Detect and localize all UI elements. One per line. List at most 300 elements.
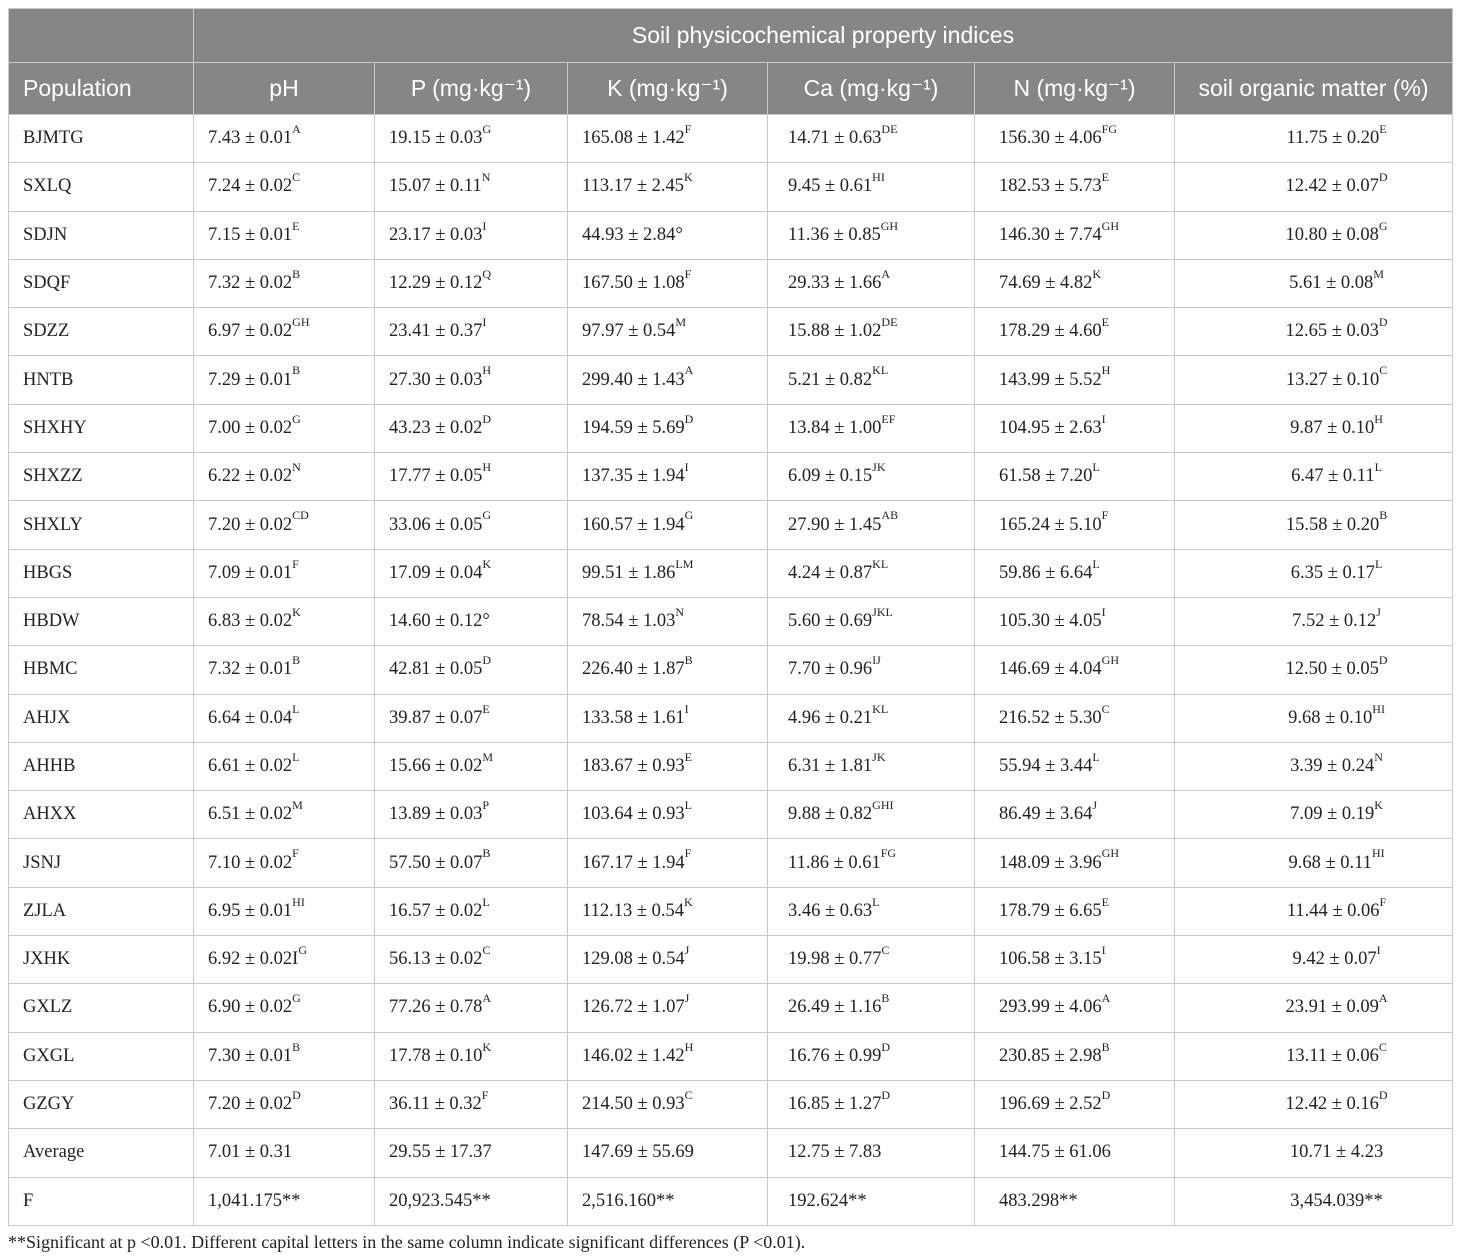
- cell-n: [975, 259, 1175, 307]
- table-row: [9, 163, 1453, 211]
- cell-value: 129.08 ± 0.54: [582, 949, 685, 970]
- cell-p: [375, 404, 568, 452]
- cell-organic-matter: [1175, 1129, 1453, 1177]
- significance-letter: G: [684, 508, 694, 523]
- significance-letter: A: [684, 363, 694, 378]
- significance-letter: G: [482, 508, 492, 523]
- significance-letter: HI: [872, 170, 885, 185]
- cell-value: 86.49 ± 3.64: [999, 804, 1093, 825]
- cell-ph: [194, 404, 375, 452]
- cell-value: 42.81 ± 0.05: [389, 659, 483, 680]
- cell-p: [375, 501, 568, 549]
- table-row: [9, 1177, 1453, 1225]
- cell-value: 9.87 ± 0.10: [1290, 417, 1375, 438]
- cell-value: HBGS: [23, 562, 73, 583]
- cell-value: 23.17 ± 0.03: [389, 224, 483, 245]
- column-header-ca: Ca (mg·kg⁻¹): [768, 63, 975, 115]
- cell-k: [568, 984, 768, 1032]
- cell-value: GXLZ: [23, 997, 73, 1018]
- cell-k: [568, 115, 768, 163]
- cell-value: 143.99 ± 5.52: [999, 369, 1102, 390]
- cell-ph: [194, 694, 375, 742]
- column-header-k: K (mg·kg⁻¹): [568, 63, 768, 115]
- cell-ca: [768, 694, 975, 742]
- significance-letter: B: [482, 846, 491, 861]
- cell-value: 126.72 ± 1.07: [582, 997, 685, 1018]
- significance-letter: L: [482, 894, 490, 909]
- significance-letter: G: [292, 411, 301, 426]
- cell-population: [9, 501, 194, 549]
- cell-n: [975, 839, 1175, 887]
- table-row: [9, 453, 1453, 501]
- cell-organic-matter: [1175, 1177, 1453, 1225]
- cell-value: AHXX: [23, 804, 77, 825]
- significance-letter: A: [1378, 991, 1388, 1006]
- significance-letter: E: [292, 218, 300, 233]
- table-row: [9, 742, 1453, 790]
- cell-p: [375, 1129, 568, 1177]
- significance-letter: C: [1379, 363, 1388, 378]
- cell-population: [9, 936, 194, 984]
- cell-value: 12.50 ± 0.05: [1285, 659, 1379, 680]
- significance-letter: FG: [880, 846, 897, 861]
- significance-letter: L: [292, 701, 300, 716]
- table-row: [9, 791, 1453, 839]
- significance-letter: B: [292, 653, 301, 668]
- cell-population: [9, 453, 194, 501]
- cell-value: 103.64 ± 0.93: [582, 804, 685, 825]
- significance-letter: E: [1379, 121, 1387, 136]
- cell-n: [975, 597, 1175, 645]
- significance-letter: H: [684, 1039, 694, 1054]
- significance-letter: DE: [881, 315, 898, 330]
- table-row: [9, 887, 1453, 935]
- significance-letter: L: [1374, 460, 1382, 475]
- table-footnote: **Significant at p <0.01. Different capital letters in the same column indicate significant differences (P <0.01).: [8, 1232, 806, 1252]
- cell-ph: [194, 259, 375, 307]
- cell-value: 6.22 ± 0.02: [208, 466, 293, 487]
- cell-p: [375, 211, 568, 259]
- cell-value: 15.66 ± 0.02: [389, 756, 483, 776]
- cell-population: [9, 1080, 194, 1128]
- cell-p: [375, 259, 568, 307]
- cell-value: 11.75 ± 0.20: [1286, 128, 1380, 149]
- cell-k: [568, 887, 768, 935]
- cell-n: [975, 549, 1175, 597]
- cell-ca: [768, 1080, 975, 1128]
- cell-value: SXLQ: [23, 176, 72, 197]
- significance-letter: K: [1092, 266, 1102, 281]
- significance-letter: G: [292, 991, 301, 1006]
- cell-p: [375, 163, 568, 211]
- cell-n: [975, 404, 1175, 452]
- cell-value: 27.90 ± 1.45: [788, 514, 882, 535]
- cell-value: 216.52 ± 5.30: [999, 707, 1102, 728]
- cell-ca: [768, 597, 975, 645]
- significance-letter: B: [292, 266, 301, 281]
- cell-value: 6.31 ± 1.81: [788, 756, 873, 776]
- cell-ph: [194, 597, 375, 645]
- cell-population: [9, 1129, 194, 1177]
- cell-ca: [768, 742, 975, 790]
- significance-letter: N: [1374, 749, 1383, 764]
- cell-value: 16.85 ± 1.27: [788, 1094, 882, 1115]
- significance-letter: K: [683, 170, 693, 185]
- cell-value: 167.50 ± 1.08: [582, 273, 685, 294]
- significance-letter: B: [881, 991, 890, 1006]
- significance-letter: E: [1101, 170, 1109, 185]
- cell-value: 14.60 ± 0.12°: [389, 611, 490, 632]
- cell-value: 165.08 ± 1.42: [582, 128, 685, 149]
- cell-n: [975, 1129, 1175, 1177]
- cell-organic-matter: [1175, 259, 1453, 307]
- significance-letter: KL: [872, 363, 889, 378]
- significance-letter: E: [482, 701, 490, 716]
- significance-letter: E: [684, 749, 692, 764]
- significance-letter: K: [683, 894, 693, 909]
- cell-value: GXGL: [23, 1045, 75, 1066]
- cell-value: 299.40 ± 1.43: [582, 369, 685, 390]
- cell-organic-matter: [1175, 742, 1453, 790]
- cell-value: 178.29 ± 4.60: [999, 321, 1102, 342]
- cell-k: [568, 501, 768, 549]
- significance-letter: F: [481, 1087, 489, 1102]
- cell-ca: [768, 501, 975, 549]
- cell-value: ZJLA: [23, 900, 67, 921]
- cell-value: 133.58 ± 1.61: [582, 707, 685, 728]
- cell-k: [568, 404, 768, 452]
- cell-value: 105.30 ± 4.05: [999, 611, 1102, 632]
- cell-value: 178.79 ± 6.65: [999, 900, 1102, 921]
- cell-value: 26.49 ± 1.16: [788, 997, 882, 1018]
- significance-letter: K: [292, 604, 301, 619]
- column-header-p: P (mg·kg⁻¹): [375, 63, 568, 115]
- table-row: [9, 549, 1453, 597]
- cell-population: [9, 646, 194, 694]
- cell-value: 214.50 ± 0.93: [582, 1094, 685, 1115]
- cell-value: 183.67 ± 0.93: [582, 756, 685, 776]
- table-row: [9, 404, 1453, 452]
- significance-letter: DE: [881, 121, 898, 136]
- significance-letter: G: [298, 943, 307, 958]
- cell-value: 15.58 ± 0.20: [1285, 514, 1380, 535]
- cell-ph: [194, 887, 375, 935]
- cell-value: 39.87 ± 0.07: [389, 707, 483, 728]
- significance-letter: HI: [1372, 701, 1385, 716]
- cell-value: SHXHY: [23, 417, 87, 438]
- cell-organic-matter: [1175, 887, 1453, 935]
- cell-n: [975, 501, 1175, 549]
- cell-value: 17.78 ± 0.10: [389, 1045, 483, 1066]
- significance-letter: A: [292, 121, 301, 136]
- cell-value: SDZZ: [23, 321, 70, 342]
- cell-value: 3,454.039**: [1290, 1190, 1383, 1211]
- significance-letter: C: [482, 943, 491, 958]
- cell-k: [568, 211, 768, 259]
- cell-ca: [768, 211, 975, 259]
- significance-letter: I: [684, 701, 689, 716]
- significance-letter: C: [1378, 1039, 1387, 1054]
- cell-population: [9, 211, 194, 259]
- cell-value: 160.57 ± 1.94: [582, 514, 685, 535]
- cell-value: 5.61 ± 0.08: [1289, 273, 1374, 294]
- cell-p: [375, 984, 568, 1032]
- cell-organic-matter: [1175, 984, 1453, 1032]
- cell-value: F: [23, 1190, 34, 1211]
- cell-value: 196.69 ± 2.52: [999, 1094, 1102, 1115]
- cell-ca: [768, 1177, 975, 1225]
- significance-letter: M: [482, 749, 494, 764]
- cell-value: 226.40 ± 1.87: [582, 659, 685, 680]
- cell-value: 23.41 ± 0.37: [389, 321, 483, 342]
- cell-value: 12.42 ± 0.16: [1285, 1094, 1379, 1115]
- cell-k: [568, 791, 768, 839]
- cell-value: 74.69 ± 4.82: [999, 273, 1093, 294]
- table-row: [9, 1032, 1453, 1080]
- cell-k: [568, 936, 768, 984]
- cell-value: 104.95 ± 2.63: [999, 417, 1102, 438]
- cell-value: 36.11 ± 0.32: [389, 1094, 482, 1115]
- cell-population: [9, 1032, 194, 1080]
- table-row: [9, 1080, 1453, 1128]
- cell-ph: [194, 163, 375, 211]
- table-row: [9, 501, 1453, 549]
- cell-value: 97.97 ± 0.54: [582, 321, 676, 342]
- cell-value: 15.88 ± 1.02: [788, 321, 882, 342]
- cell-population: [9, 791, 194, 839]
- significance-letter: Q: [482, 266, 492, 281]
- cell-value: 12.29 ± 0.12: [389, 273, 483, 294]
- significance-letter: C: [684, 1087, 693, 1102]
- cell-p: [375, 308, 568, 356]
- cell-value: 44.93 ± 2.84°: [582, 224, 683, 245]
- significance-letter: J: [684, 943, 690, 958]
- significance-letter: D: [1378, 170, 1388, 185]
- significance-letter: F: [684, 846, 692, 861]
- cell-ph: [194, 839, 375, 887]
- cell-value: 230.85 ± 2.98: [999, 1045, 1102, 1066]
- cell-value: HNTB: [23, 369, 74, 390]
- significance-letter: B: [1379, 508, 1388, 523]
- soil-property-table: [8, 8, 1453, 1226]
- cell-value: 7.09 ± 0.19: [1290, 804, 1375, 825]
- cell-ph: [194, 1177, 375, 1225]
- cell-k: [568, 453, 768, 501]
- significance-letter: I: [1101, 604, 1106, 619]
- table-row: [9, 984, 1453, 1032]
- cell-organic-matter: [1175, 936, 1453, 984]
- cell-organic-matter: [1175, 453, 1453, 501]
- cell-value: 113.17 ± 2.45: [582, 176, 684, 197]
- cell-value: 7.70 ± 0.96: [788, 659, 873, 680]
- column-header-n: N (mg·kg⁻¹): [975, 63, 1175, 115]
- cell-value: 59.86 ± 6.64: [999, 562, 1093, 583]
- significance-letter: HI: [292, 894, 305, 909]
- cell-population: [9, 597, 194, 645]
- cell-organic-matter: [1175, 308, 1453, 356]
- significance-letter: JK: [872, 749, 886, 764]
- cell-organic-matter: [1175, 115, 1453, 163]
- cell-ph: [194, 1032, 375, 1080]
- table-row: [9, 646, 1453, 694]
- cell-ph: [194, 211, 375, 259]
- cell-p: [375, 936, 568, 984]
- cell-value: SDJN: [23, 224, 68, 245]
- table-row: [9, 936, 1453, 984]
- cell-value: 77.26 ± 0.78: [389, 997, 483, 1018]
- cell-value: AHHB: [23, 756, 76, 776]
- cell-value: 7.24 ± 0.02: [208, 176, 293, 197]
- table-row: [9, 597, 1453, 645]
- significance-letter: IJ: [872, 653, 881, 668]
- cell-value: 29.33 ± 1.66: [788, 273, 882, 294]
- cell-ph: [194, 742, 375, 790]
- cell-value: 7.10 ± 0.02: [208, 852, 293, 873]
- cell-value: 11.86 ± 0.61: [788, 852, 881, 873]
- cell-organic-matter: [1175, 211, 1453, 259]
- cell-value: 12.65 ± 0.03: [1285, 321, 1379, 342]
- cell-p: [375, 887, 568, 935]
- cell-value: 165.24 ± 5.10: [999, 514, 1102, 535]
- cell-value: 6.47 ± 0.11: [1291, 466, 1375, 487]
- significance-letter: J: [684, 991, 690, 1006]
- significance-letter: F: [292, 846, 299, 861]
- cell-population: [9, 694, 194, 742]
- table-row: [9, 1129, 1453, 1177]
- cell-value: 7.20 ± 0.02: [208, 1094, 293, 1115]
- table-row: [9, 211, 1453, 259]
- cell-value: SHXZZ: [23, 466, 83, 487]
- significance-letter: H: [1101, 363, 1111, 378]
- cell-p: [375, 1032, 568, 1080]
- cell-p: [375, 1177, 568, 1225]
- cell-ca: [768, 308, 975, 356]
- cell-value: 33.06 ± 0.05: [389, 514, 483, 535]
- significance-letter: L: [1092, 556, 1100, 571]
- significance-letter: I: [482, 315, 487, 330]
- cell-value: 7.29 ± 0.01: [208, 369, 293, 390]
- table-container: [8, 8, 1452, 1226]
- cell-k: [568, 1080, 768, 1128]
- significance-letter: D: [482, 653, 492, 668]
- cell-k: [568, 308, 768, 356]
- table-body: [9, 115, 1453, 1226]
- significance-letter: H: [482, 363, 492, 378]
- cell-value: 5.21 ± 0.82: [788, 369, 873, 390]
- cell-value: 19.98 ± 0.77: [788, 949, 882, 970]
- cell-value: 9.42 ± 0.07: [1292, 949, 1377, 970]
- cell-value: 6.51 ± 0.02: [208, 804, 293, 825]
- cell-organic-matter: [1175, 404, 1453, 452]
- cell-value: 7.32 ± 0.02: [208, 273, 293, 294]
- cell-value: 15.07 ± 0.11: [389, 176, 482, 197]
- cell-value: 5.60 ± 0.69: [788, 611, 873, 632]
- cell-value: 147.69 ± 55.69: [582, 1142, 694, 1163]
- cell-value: 182.53 ± 5.73: [999, 176, 1102, 197]
- cell-organic-matter: [1175, 356, 1453, 404]
- significance-letter: D: [684, 411, 694, 426]
- table-row: [9, 259, 1453, 307]
- cell-organic-matter: [1175, 646, 1453, 694]
- significance-letter: D: [1378, 1087, 1388, 1102]
- cell-value: 7.15 ± 0.01: [208, 224, 293, 245]
- cell-k: [568, 259, 768, 307]
- cell-value: 17.77 ± 0.05: [389, 466, 483, 487]
- cell-value: 9.45 ± 0.61: [788, 176, 873, 197]
- significance-letter: C: [292, 170, 301, 185]
- significance-letter: GH: [292, 315, 310, 330]
- cell-value: 9.68 ± 0.10: [1288, 707, 1373, 728]
- cell-value: 112.13 ± 0.54: [582, 900, 684, 921]
- significance-letter: P: [482, 798, 490, 813]
- cell-ph: [194, 936, 375, 984]
- cell-ca: [768, 549, 975, 597]
- cell-value: 148.09 ± 3.96: [999, 852, 1102, 873]
- significance-letter: F: [684, 121, 692, 136]
- cell-value: Average: [23, 1142, 85, 1163]
- column-header-population: Population: [9, 63, 194, 115]
- cell-value: 29.55 ± 17.37: [389, 1142, 492, 1163]
- cell-p: [375, 791, 568, 839]
- cell-value: 1,041.175**: [208, 1190, 301, 1211]
- cell-value: 7.52 ± 0.12: [1292, 611, 1377, 632]
- cell-n: [975, 887, 1175, 935]
- significance-letter: FG: [1101, 121, 1117, 136]
- cell-value: 106.58 ± 3.15: [999, 949, 1102, 970]
- cell-value: 55.94 ± 3.44: [999, 756, 1093, 776]
- cell-ca: [768, 404, 975, 452]
- cell-value: 146.02 ± 1.42: [582, 1045, 685, 1066]
- significance-letter: F: [1379, 894, 1387, 909]
- cell-value: 43.23 ± 0.02: [389, 417, 483, 438]
- cell-value: 483.298**: [999, 1190, 1078, 1211]
- significance-letter: J: [1376, 604, 1381, 619]
- significance-letter: KL: [872, 556, 889, 571]
- cell-value: SHXLY: [23, 514, 83, 535]
- cell-organic-matter: [1175, 1080, 1453, 1128]
- cell-value: HBMC: [23, 659, 78, 680]
- cell-ca: [768, 791, 975, 839]
- significance-letter: KL: [872, 701, 889, 716]
- cell-k: [568, 597, 768, 645]
- cell-value: 61.58 ± 7.20: [999, 466, 1093, 487]
- cell-ph: [194, 308, 375, 356]
- cell-value: 10.71 ± 4.23: [1289, 1142, 1384, 1163]
- cell-population: [9, 839, 194, 887]
- table-row: [9, 115, 1453, 163]
- significance-letter: L: [1092, 749, 1100, 764]
- cell-n: [975, 308, 1175, 356]
- cell-value: 11.44 ± 0.06: [1286, 900, 1380, 921]
- cell-population: [9, 984, 194, 1032]
- cell-p: [375, 597, 568, 645]
- significance-letter: D: [482, 411, 492, 426]
- cell-population: [9, 115, 194, 163]
- cell-value: 13.89 ± 0.03: [389, 804, 483, 825]
- table-row: [9, 694, 1453, 742]
- significance-letter: J: [1092, 798, 1098, 813]
- significance-letter: N: [481, 170, 491, 185]
- significance-letter: A: [1101, 991, 1111, 1006]
- cell-value: AHJX: [23, 707, 71, 728]
- significance-letter: EF: [881, 411, 896, 426]
- significance-letter: M: [292, 798, 303, 813]
- cell-ph: [194, 984, 375, 1032]
- significance-letter: L: [684, 798, 692, 813]
- significance-letter: L: [292, 749, 300, 764]
- cell-value: GZGY: [23, 1094, 75, 1115]
- cell-value: 13.11 ± 0.06: [1286, 1045, 1379, 1066]
